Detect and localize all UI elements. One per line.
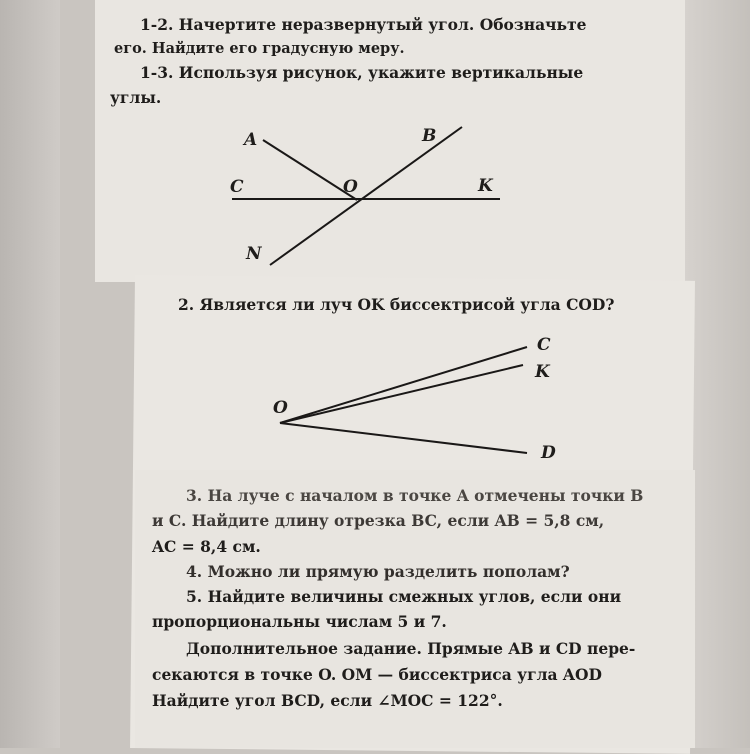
task-1-3-line-2: углы.: [110, 88, 162, 107]
label-d: D: [541, 443, 556, 463]
line-n-b: [270, 127, 462, 265]
bisector-figure: [265, 325, 585, 470]
label-k: K: [535, 362, 550, 382]
extra-task-line-3: Найдите угол BCD, если ∠MOC = 122°.: [152, 691, 503, 710]
background-left: [0, 0, 60, 748]
vertical-angles-figure: [200, 115, 530, 275]
ray-ok: [280, 365, 523, 423]
task-1-2-line-2: его. Найдите его градусную меру.: [114, 40, 405, 57]
task-3-line-3: AC = 8,4 см.: [152, 537, 261, 556]
label-a: A: [244, 130, 258, 150]
extra-task-line-2: секаются в точке O. OM — биссектриса угла AOD: [152, 665, 602, 684]
label-k: K: [478, 176, 493, 196]
label-o: O: [343, 177, 358, 197]
ray-oc: [280, 347, 527, 423]
task-3-line-1: 3. На луче с началом в точке A отмечены точки B: [186, 486, 644, 505]
task-1-2-line-1: 1-2. Начертите неразвернутый угол. Обозначьте: [140, 15, 587, 34]
task-2-question: 2. Является ли луч OK биссектрисой угла COD?: [178, 295, 615, 314]
label-c: C: [230, 177, 244, 197]
task-5-line-1: 5. Найдите величины смежных углов, если они: [186, 587, 622, 606]
label-b: B: [422, 126, 437, 146]
label-o: O: [273, 398, 288, 418]
ray-od: [280, 423, 527, 453]
label-n: N: [246, 244, 262, 264]
extra-task-line-1: Дополнительное задание. Прямые AB и CD пере-: [186, 639, 636, 658]
task-5-line-2: пропорциональны числам 5 и 7.: [152, 612, 447, 631]
task-1-3-line-1: 1-3. Используя рисунок, укажите вертикальные: [140, 63, 584, 82]
label-c: C: [537, 335, 551, 355]
task-3-line-2: и C. Найдите длину отрезка BC, если AB = 5,8 см,: [152, 511, 605, 530]
task-4-line: 4. Можно ли прямую разделить пополам?: [186, 562, 570, 581]
